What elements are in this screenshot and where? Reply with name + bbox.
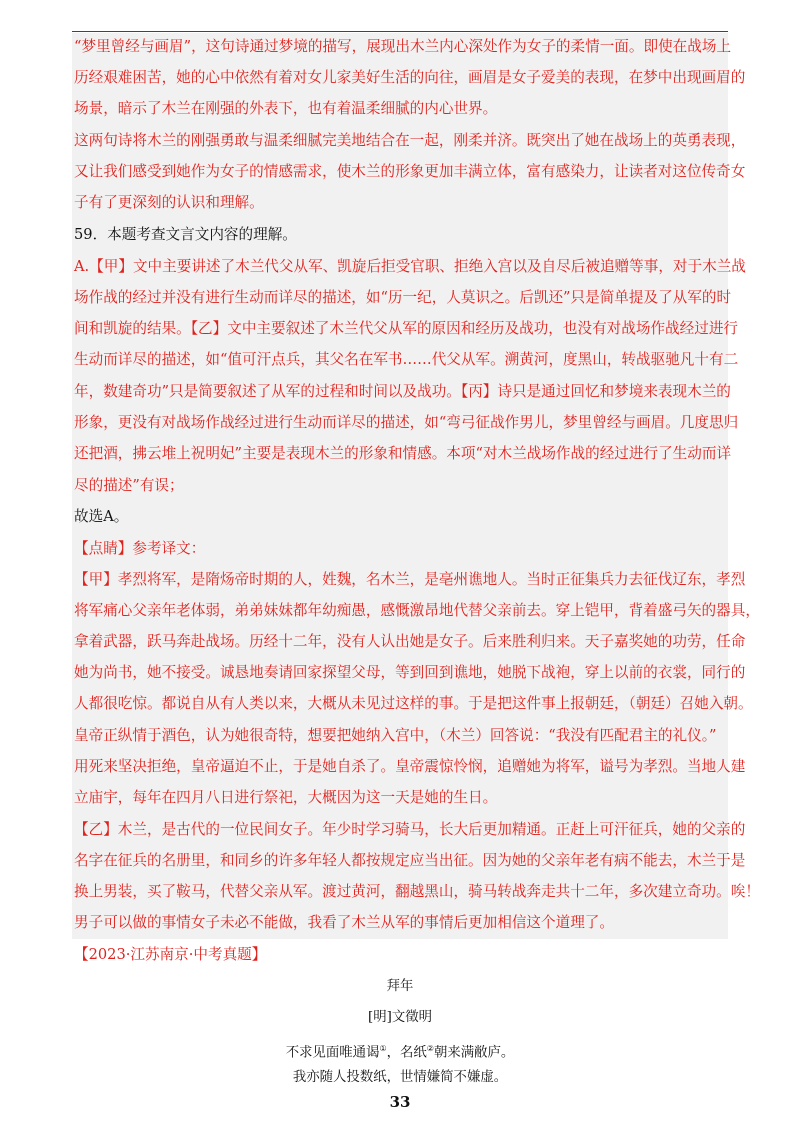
answer-line: 换上男装，买了鞍马，代替父亲从军。渡过黄河，翻越黑山，骑马转战奔走共十二年，多次建立奇功。唉！ xyxy=(74,883,760,900)
answer-line: “梦里曾经与画眉”，这句诗通过梦境的描写，展现出木兰内心深处作为女子的柔情一面。即使在战场上 xyxy=(74,38,732,55)
answer-line: 【甲】孝烈将军，是隋炀帝时期的人，姓魏，名木兰，是亳州谯地人。当时正征集兵力去征伐辽东，孝烈 xyxy=(74,571,746,588)
answer-line: 又让我们感受到她作为女子的情感需求，使木兰的形象更加丰满立体，富有感染力，让读者对这位传奇女 xyxy=(74,163,746,180)
answer-line: 人都很吃惊。都说自从有人类以来，大概从未见过这样的事。于是把这件事上报朝廷，（朝廷）召她入朝。 xyxy=(74,695,753,712)
poem-line-1-part-a: 不求见面唯通谒 xyxy=(285,1045,380,1061)
poem-title: 拜年 xyxy=(386,979,414,994)
answer-line: 立庙宇，每年在四月八日进行祭祀，大概因为这一天是她的生日。 xyxy=(74,789,498,806)
answer-line: 间和凯旋的结果。【乙】文中主要叙述了木兰代父从军的原因和经历及战功，也没有对战场作战经过进行 xyxy=(74,320,739,337)
answer-line: 【乙】木兰，是古代的一位民间女子。年少时学习骑马，长大后更加精通。正赶上可汗征兵，她的父亲的 xyxy=(74,821,746,838)
answer-line: 场景，暗示了木兰在刚强的外表下，也有着温柔细腻的内心世界。 xyxy=(74,100,498,117)
source-tag: 【2023·江苏南京·中考真题】 xyxy=(74,946,267,963)
answer-line: 生动而详尽的描述，如“值可汗点兵，其父名在军书……代父从军。溯黄河，度黑山，转战驱驰凡十有二 xyxy=(74,351,739,368)
page-number: 33 xyxy=(389,1093,411,1111)
answer-line: 场作战的经过并没有进行生动而详尽的描述，如“历一纪，人莫识之。后凯还”只是简单提及了从军的时 xyxy=(74,289,732,306)
footnote-marker-1: ① xyxy=(379,1044,387,1053)
answer-line: 历经艰难困苦，她的心中依然有着对女儿家美好生活的向往，画眉是女子爱美的表现，在梦中出现画眉的 xyxy=(74,69,746,86)
poem-line-1-part-b: ，名纸 xyxy=(386,1045,427,1061)
answer-line: 名字在征兵的名册里，和同乡的许多年轻人都按规定应当出征。因为她的父亲年老有病不能去，木兰于是 xyxy=(74,852,746,869)
top-rule xyxy=(72,31,728,32)
poem-author: [明]文徵明 xyxy=(367,1010,432,1025)
poem-line-2: 我亦随人投数纸，世情嫌简不嫌虚。 xyxy=(292,1070,508,1085)
answer-line: 男子可以做的事情女子未必不能做，我看了木兰从军的事情后更加相信这个道理了。 xyxy=(74,914,614,931)
answer-line: 皇帝正纵情于酒色，认为她很奇特，想要把她纳入宫中，（木兰）回答说：“我没有匹配君主的礼仪。” xyxy=(74,727,717,744)
answer-line: 【点睛】参考译文： xyxy=(74,540,206,557)
answer-line: 她为尚书，她不接受。诚恳地奏请回家探望父母，等到回到谯地，她脱下战袍，穿上以前的衣裳，同行的 xyxy=(74,664,746,681)
poem-line-1-part-c: 朝来满敝庐。 xyxy=(433,1045,515,1061)
footnote-marker-2: ② xyxy=(426,1044,434,1053)
poem-line-1 xyxy=(0,1039,800,1063)
answer-line: 形象，更没有对战场作战经过进行生动而详尽的描述，如“弯弓征战作男儿，梦里曾经与画眉。几度思归 xyxy=(74,414,739,431)
answer-line: 年，数建奇功”只是简要叙述了从军的过程和时间以及战功。【丙】诗只是通过回忆和梦境来表现木兰的 xyxy=(74,383,731,400)
answer-line: 还把酒，拂云堆上祝明妃”主要是表现木兰的形象和情感。本项“对木兰战场作战的经过进行了生动而详 xyxy=(74,445,732,462)
answer-line: 尽的描述”有误； xyxy=(74,477,184,494)
answer-line: 用死来坚决拒绝，皇帝逼迫不止，于是她自杀了。皇帝震惊怜悯，追赠她为将军，谥号为孝烈。当地人建 xyxy=(74,758,746,775)
answer-line: 将军痛心父亲年老体弱，弟弟妹妹都年幼痴愚，感慨激昂地代替父亲前去。穿上铠甲，背着盛弓矢的器具， xyxy=(74,602,760,619)
answer-line: 子有了更深刻的认识和理解。 xyxy=(74,194,264,211)
answer-line: A.【甲】文中主要讲述了木兰代父从军、凯旋后拒受官职、拒绝入宫以及自尽后被追赠等事，对于木兰战 xyxy=(74,258,746,275)
answer-line: 这两句诗将木兰的刚强勇敢与温柔细腻完美地结合在一起，刚柔并济。既突出了她在战场上的英勇表现， xyxy=(74,132,746,149)
answer-line: 59．本题考查文言文内容的理解。 xyxy=(74,226,297,243)
answer-line: 拿着武器，跃马奔赴战场。历经十二年，没有人认出她是女子。后来胜利归来。天子嘉奖她的功劳，任命 xyxy=(74,633,746,650)
answer-line: 故选A。 xyxy=(74,508,129,525)
